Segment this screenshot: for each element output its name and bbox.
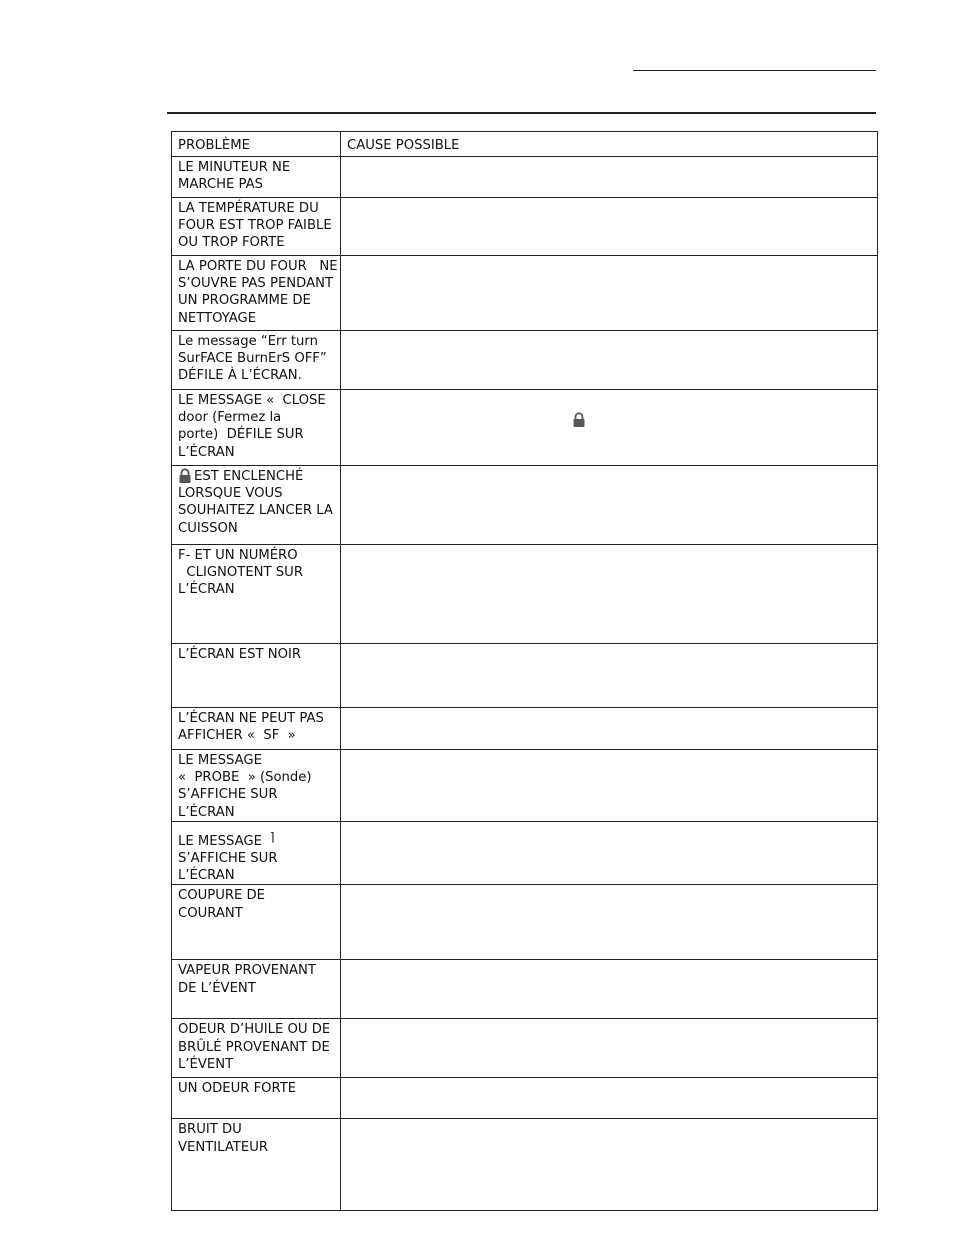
cause-cell (341, 198, 878, 256)
problem-line: DÉFILE À L’ÉCRAN. (178, 368, 302, 384)
problem-cell (172, 331, 341, 390)
cause-cell (341, 960, 878, 1019)
problem-cell (172, 390, 341, 466)
table-row (172, 545, 878, 644)
problem-cell (172, 885, 341, 960)
problem-line: COUPURE DE COURANT (178, 888, 266, 921)
problem-line: SurFACE BurnErS OFF” (178, 351, 327, 367)
problem-line: LE MINUTEUR NE (178, 160, 291, 175)
column-header-cause: CAUSE POSSIBLE (341, 132, 878, 157)
problem-line: EST ENCLENCHÉ (194, 469, 304, 484)
problem-cell (172, 1119, 341, 1211)
problem-line: LE MESSAGE « CLOSE (178, 393, 326, 408)
problem-cell (172, 157, 341, 198)
table-row (172, 644, 878, 708)
table-row (172, 750, 878, 822)
table-row (172, 390, 878, 466)
table-row (172, 1119, 878, 1211)
problem-cell (172, 644, 341, 708)
cause-cell (341, 708, 878, 750)
table-row (172, 1078, 878, 1119)
table-row (172, 157, 878, 198)
problem-line: L’ÉVENT (178, 1056, 234, 1072)
problem-line: CUISSON (178, 520, 238, 536)
problem-line: LA PORTE DU FOUR NE (178, 259, 338, 274)
table-row (172, 198, 878, 256)
cause-cell (341, 466, 878, 545)
cause-cell (341, 644, 878, 708)
problem-line: ODEUR D’HUILE OU DE (178, 1022, 331, 1038)
problem-line: DE L’ÉVENT (178, 980, 256, 996)
cause-cell (341, 545, 878, 644)
problem-line: « PROBE » (Sonde) (178, 770, 312, 786)
problem-line: LA TEMPÉRATURE DU (178, 201, 319, 216)
cause-cell (341, 157, 878, 198)
problem-line: L’ÉCRAN (178, 444, 235, 460)
problem-cell (172, 960, 341, 1019)
problem-cell (172, 198, 341, 256)
problem-line: L’ÉCRAN EST NOIR (178, 647, 302, 662)
problem-line: LORSQUE VOUS (178, 486, 283, 502)
problem-line: Le message “Err turn (178, 334, 318, 349)
problem-line: BRÛLÉ PROVENANT DE (178, 1039, 330, 1055)
problem-cell (172, 256, 341, 331)
problem-line: OU TROP FORTE (178, 235, 285, 251)
cause-cell (341, 1119, 878, 1211)
lock-icon (178, 468, 191, 482)
header-rule-long (167, 112, 876, 114)
problem-line: AFFICHER « SF » (178, 728, 296, 744)
problem-line: F- ET UN NUMÉRO (178, 548, 298, 563)
problem-cell (172, 466, 341, 545)
problem-line: BRUIT DU VENTILATEUR (178, 1122, 269, 1155)
table-row (172, 960, 878, 1019)
problem-cell (172, 750, 341, 822)
column-header-problem: PROBLÈME (172, 132, 341, 157)
header-rule-short (633, 70, 876, 71)
problem-cell (172, 821, 341, 885)
problem-line: VAPEUR PROVENANT (178, 963, 316, 979)
problem-line: UN PROGRAMME DE (178, 293, 311, 309)
problem-line: FOUR EST TROP FAIBLE (178, 218, 332, 234)
table-row (172, 331, 878, 390)
cause-cell (341, 750, 878, 822)
cause-cell (341, 331, 878, 390)
problem-line: LE MESSAGE (178, 833, 262, 849)
table-row (172, 821, 878, 885)
problem-line: SOUHAITEZ LANCER LA (178, 503, 333, 519)
cause-cell (341, 1019, 878, 1078)
problem-line: door (Fermez la (178, 410, 282, 426)
cause-cell (341, 885, 878, 960)
lock-icon (572, 412, 585, 426)
display-glyph-icon: ⌉ (269, 829, 275, 844)
problem-line: CLIGNOTENT SUR (178, 565, 303, 581)
troubleshooting-table (171, 131, 878, 1211)
problem-line: S’AFFICHE SUR L’ÉCRAN (178, 851, 278, 884)
problem-line: MARCHE PAS (178, 177, 264, 193)
problem-line: porte) DÉFILE SUR (178, 427, 304, 443)
cause-cell (341, 821, 878, 885)
problem-line: UN ODEUR FORTE (178, 1081, 297, 1097)
cause-cell (341, 256, 878, 331)
problem-cell (172, 545, 341, 644)
problem-line: S’OUVRE PAS PENDANT (178, 276, 334, 292)
table-row (172, 1019, 878, 1078)
problem-line: S’AFFICHE SUR L’ÉCRAN (178, 787, 278, 820)
cause-cell (341, 390, 878, 466)
table-row (172, 885, 878, 960)
cause-cell (341, 1078, 878, 1119)
table-row (172, 466, 878, 545)
problem-line: LE MESSAGE (178, 753, 262, 768)
table-row (172, 256, 878, 331)
problem-line: L’ÉCRAN (178, 582, 235, 598)
problem-line: L’ÉCRAN NE PEUT PAS (178, 711, 324, 726)
table-header-row (172, 132, 878, 157)
problem-cell (172, 1019, 341, 1078)
table-row (172, 708, 878, 750)
problem-line: NETTOYAGE (178, 310, 257, 326)
problem-cell (172, 1078, 341, 1119)
problem-cell (172, 708, 341, 750)
